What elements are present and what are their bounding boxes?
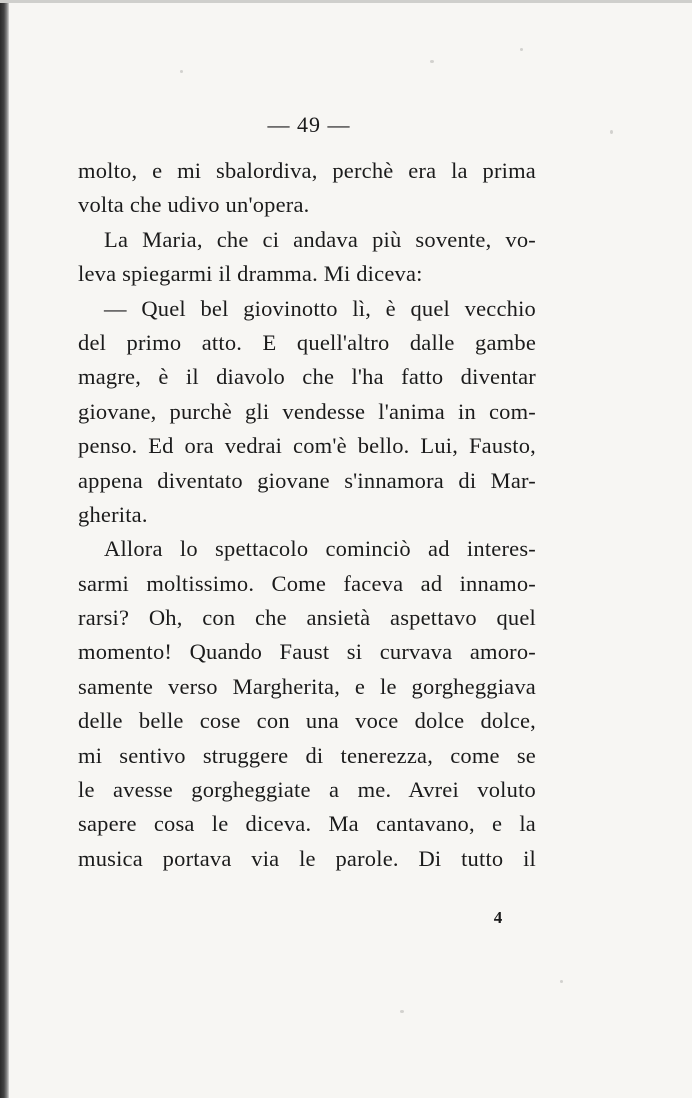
text-line: momento! Quando Faust si curvava amoro- bbox=[78, 639, 536, 665]
text-line: rarsi? Oh, con che ansietà aspettavo quel bbox=[78, 605, 536, 631]
paper-speck bbox=[430, 60, 434, 63]
page-number: — 49 — bbox=[267, 112, 351, 137]
body-text bbox=[78, 154, 536, 876]
binding-edge bbox=[0, 0, 9, 1098]
text-line: magre, è il diavolo che l'ha fatto diventar bbox=[78, 364, 536, 390]
paper-speck bbox=[520, 48, 523, 51]
text-line: penso. Ed ora vedrai com'è bello. Lui, Fausto, bbox=[78, 433, 536, 459]
text-line: del primo atto. E quell'altro dalle gambe bbox=[78, 329, 536, 355]
text-line: musica portava via le parole. Di tutto il bbox=[78, 845, 536, 871]
text-line: delle belle cose con una voce dolce dolce, bbox=[78, 708, 536, 734]
text-line: volta che udivo un'opera. bbox=[78, 192, 310, 218]
text-line: leva spiegarmi il dramma. Mi diceva: bbox=[78, 261, 423, 287]
text-line: sapere cosa le diceva. Ma cantavano, e la bbox=[78, 811, 536, 837]
paper-speck bbox=[560, 980, 563, 983]
text-line: — Quel bel giovinotto lì, è quel vecchio bbox=[104, 295, 536, 321]
text-line: giovane, purchè gli vendesse l'anima in com- bbox=[78, 398, 536, 424]
text-line: le avesse gorgheggiate a me. Avrei voluto bbox=[78, 777, 536, 803]
paper-speck bbox=[180, 70, 183, 73]
signature-mark: 4 bbox=[493, 908, 503, 927]
text-line: appena diventato giovane s'innamora di Mar- bbox=[78, 467, 536, 493]
text-line: molto, e mi sbalordiva, perchè era la prima bbox=[78, 158, 536, 183]
text-line: mi sentivo struggere di tenerezza, come se bbox=[78, 742, 536, 768]
text-line: samente verso Margherita, e le gorgheggiava bbox=[78, 673, 536, 699]
text-line: Allora lo spettacolo cominciò ad interes- bbox=[104, 536, 536, 562]
paper-speck bbox=[400, 1010, 404, 1013]
text-line: gherita. bbox=[78, 501, 148, 527]
text-line: sarmi moltissimo. Come faceva ad innamo- bbox=[78, 570, 536, 596]
page-top-edge bbox=[0, 0, 692, 3]
text-line: La Maria, che ci andava più sovente, vo- bbox=[104, 226, 536, 252]
